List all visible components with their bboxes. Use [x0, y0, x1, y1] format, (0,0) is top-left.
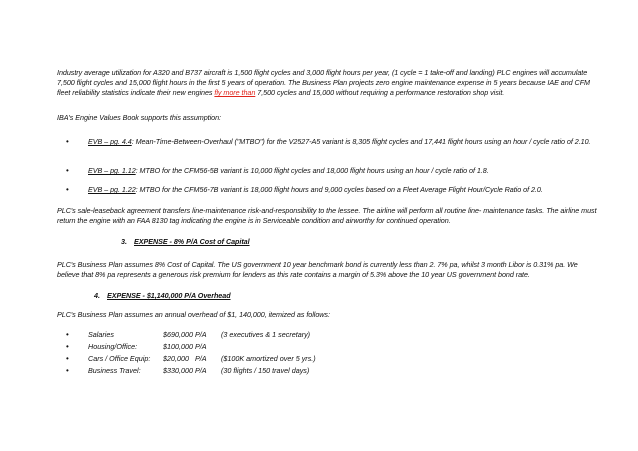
overhead-amount: $330,000 P/A [163, 366, 207, 375]
paragraph-utilization [57, 68, 597, 99]
paragraph-iba-support: IBA's Engine Values Book supports this assumption: [57, 113, 222, 122]
bullet-text [88, 185, 596, 195]
evb-reference: EVB – pg. 4.4 [88, 137, 132, 146]
section-title: EXPENSE - 8% P/A Cost of Capital [134, 237, 250, 246]
emphasis-fly-more-than: fly more than [214, 88, 256, 98]
overhead-label: Salaries [88, 330, 114, 339]
table-row [66, 366, 596, 377]
overhead-amount: $690,000 P/A [163, 330, 207, 339]
overhead-amount: $100,000 P/A [163, 342, 207, 351]
bullet-icon: • [66, 366, 69, 375]
bullet-text [88, 166, 596, 176]
table-row [66, 330, 596, 341]
overhead-note: ($100K amortized over 5 yrs.) [221, 354, 316, 363]
section-title: EXPENSE - $1,140,000 P/A Overhead [107, 291, 231, 300]
overhead-label: Cars / Office Equip: [88, 354, 151, 363]
bullet-icon: • [66, 330, 69, 339]
overhead-label: Housing/Office: [88, 342, 138, 351]
overhead-note: (30 flights / 150 travel days) [221, 366, 310, 375]
evb-detail: : MTBO for the CFM56-5B variant is 10,000 flight cycles and 18,000 flight hours using an hour / cycle ratio of 1.8. [135, 166, 489, 175]
section-number: 3. [121, 237, 127, 246]
overhead-label: Business Travel: [88, 366, 141, 375]
bullet-icon: • [66, 342, 69, 351]
evb-reference: EVB – pg. 1.22 [88, 185, 136, 194]
section-number: 4. [94, 291, 100, 300]
section-heading-overhead [94, 291, 231, 301]
overhead-note: (3 executives & 1 secretary) [221, 330, 311, 339]
overhead-period: P/A [195, 354, 207, 363]
evb-detail: : MTBO for the CFM56-7B variant is 18,000 flight hours and 9,000 cycles based on a Fleet Average Flight Hour/Cycle Ratio of 2.0. [135, 185, 543, 194]
paragraph-cost-of-capital: PLC's Business Plan assumes 8% Cost of Capital. The US government 10 year benchmark bond is currently less than 2. 7% pa, whilst 3 month Libor is 0.31% pa. We believe that 8% pa represents a generous risk premium for lenders as this rate contains a margin of 5.3% above the 10 year US government bond rate. [57, 260, 578, 280]
utilization-text-before: Industry average utilization for A320 and B737 aircraft is 1,500 flight cycles and 3,000 flight hours per year, (1 cycle = 1 take-off and landing) PLC engines will accumulate 7,500 flight cycles and 15,000 flight hours in the first 5 years of operation. The Business Plan projects zero engine maintenance expense in 5 years because IAE and CFM fleet reliability statistics indicate their new engines [57, 68, 590, 98]
overhead-amount: $20,000 [163, 354, 189, 363]
table-row [66, 342, 596, 353]
utilization-text-after: 7,500 cycles and 15,000 without requiring a performance restoration shop visit. [255, 88, 505, 98]
paragraph-sale-leaseback: PLC's sale-leaseback agreement transfers line-maintenance risk-and-responsibility to the lessee. The airline will perform all routine line- maintenance tasks. The airline must return the engine with an FAA 8130 tag indicating the engine is in Serviceable condition and airworthy for continued operation. [57, 206, 597, 226]
bullet-icon: • [66, 185, 69, 194]
section-heading-cost-of-capital [121, 237, 250, 247]
bullet-icon: • [66, 137, 69, 146]
bullet-text [88, 137, 596, 147]
evb-reference: EVB – pg. 1.12 [88, 166, 136, 175]
bullet-icon: • [66, 166, 69, 175]
bullet-icon: • [66, 354, 69, 363]
table-row [66, 354, 596, 365]
evb-detail: : Mean-Time-Between-Overhaul ("MTBO") for the V2527-A5 variant is 8,305 flight cycles and 17,441 flight hours using an hour / cycle ratio of 2.10. [131, 137, 591, 146]
paragraph-overhead-intro: PLC's Business Plan assumes an annual overhead of $1, 140,000, itemized as follows: [57, 310, 330, 319]
